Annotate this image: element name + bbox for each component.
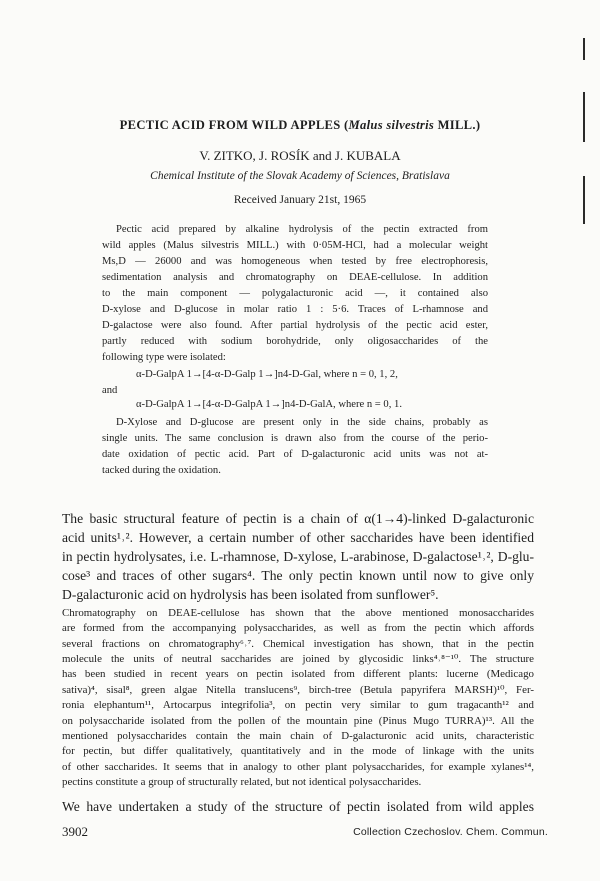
body-line: pectins constitute a group of structurally related, but not identical polysaccharides. bbox=[62, 776, 422, 788]
formula-1: α-D-GalpA 1→[4-α-D-Galp 1→]n4-D-Gal, where n = 0, 1, 2, bbox=[136, 369, 398, 380]
body-line: The basic structural feature of pectin is a chain of α(1→4)-linked D-galacturonic bbox=[62, 511, 534, 526]
abstract-closing-line: D-Xylose and D-glucose are present only in the side chains, probably as bbox=[116, 417, 488, 428]
formula-2: α-D-GalpA 1→[4-α-D-GalpA 1→]n4-D-GalA, where n = 0, 1. bbox=[136, 399, 402, 410]
body-line: several fractions on chromatography⁶˒⁷. Chemical investigation has shown, that in the pectin bbox=[62, 638, 534, 650]
abstract-line: D-galactose were also found. After partial hydrolysis of the pectic acid ester, bbox=[102, 320, 488, 331]
body-line: Chromatography on DEAE-cellulose has shown that the above mentioned monosaccharides bbox=[62, 607, 534, 619]
body-line: cose³ and traces of other sugars⁴. The only pectin known until now to give only bbox=[62, 568, 534, 583]
abstract-closing-line: date oxidation of pectic acid. Part of D-galacturonic acid units was not at- bbox=[102, 449, 488, 460]
abstract-line: partly reduced with sodium borohydride, only oligosaccharides of the bbox=[102, 336, 488, 347]
abstract-line: following type were isolated: bbox=[102, 352, 226, 363]
body-line: molecule the units of neutral saccharides are joined by glycosidic links⁴˒⁸⁻¹⁰. The structure bbox=[62, 653, 534, 665]
body-line: sativa)⁴, sisal⁸, green algae Nitella translucens⁹, birch-tree (Betula papyrifera MARSH)¹⁰, Fer- bbox=[62, 684, 534, 696]
body-line: D-galacturonic acid on hydrolysis has been isolated from sunflower⁵. bbox=[62, 587, 439, 602]
body-line: in pectin hydrolysates, i.e. L-rhamnose, D-xylose, L-arabinose, D-galactose¹˒², D-glu- bbox=[62, 549, 534, 564]
body-line: ronia elephantum¹¹, Artocarpus integrifolia³, on pectin very similar to gum tragacanth¹² and bbox=[62, 699, 534, 711]
margin-rule-lower bbox=[583, 176, 585, 224]
abstract-line: D-xylose and D-glucose in molar ratio 1 : 5·6. Traces of L-rhamnose and bbox=[102, 304, 488, 315]
abstract-line: sedimentation analysis and chromatography on DEAE-cellulose. In addition bbox=[102, 272, 488, 283]
body-line: on polysaccharide isolated from the pollen of the mountain pine (Pinus Mugo TURRA)¹³. All the bbox=[62, 715, 534, 727]
body-line: mentioned polysaccharides contain the main chain of D-galacturonic acid units, characteristic bbox=[62, 730, 534, 742]
received-date: Received January 21st, 1965 bbox=[233, 194, 367, 206]
authors: V. ZITKO, J. ROSÍK and J. KUBALA bbox=[199, 148, 401, 163]
abstract-closing-line: tacked during the oxidation. bbox=[102, 465, 221, 476]
body-line: of other saccharides. It seems that in analogy to other plant polysaccharides, for example xylanes¹⁴, bbox=[62, 761, 534, 773]
abstract-closing-line: single units. The same conclusion is drawn also from the course of the perio- bbox=[102, 433, 488, 444]
paper-title: PECTIC ACID FROM WILD APPLES (Malus silvestris MILL.) bbox=[119, 118, 481, 132]
abstract-line: Pectic acid prepared by alkaline hydrolysis of the pectin extracted from bbox=[116, 224, 488, 235]
margin-rule-middle bbox=[583, 92, 585, 142]
and-word: and bbox=[102, 385, 118, 396]
body-line: are formed from the accompanying polysaccharides, as well as from the pectin which affords bbox=[62, 622, 534, 634]
abstract-line: wild apples (Malus silvestris MILL.) with 0·05M-HCl, had a molecular weight bbox=[102, 240, 488, 251]
body-paragraph-3: We have undertaken a study of the structure of pectin isolated from wild apples bbox=[62, 799, 534, 814]
abstract-line: Ms,D — 26000 and was homogeneous when tested by free electrophoresis, bbox=[102, 256, 488, 267]
margin-rule-top bbox=[583, 38, 585, 60]
species-name: Malus silvestris bbox=[348, 118, 435, 132]
body-line: acid units¹˒². However, a certain number of other saccharides have been identified bbox=[62, 530, 534, 545]
page-number: 3902 bbox=[62, 824, 88, 839]
body-line: has been studied in recent years on pectin isolated from different plants: lucerne (Medicago bbox=[62, 668, 534, 680]
journal-name: Collection Czechoslov. Chem. Commun. bbox=[353, 826, 548, 838]
abstract-line: to the main component — polygalacturonic acid —, it contained also bbox=[102, 288, 488, 299]
affiliation: Chemical Institute of the Slovak Academy of Sciences, Bratislava bbox=[150, 170, 450, 182]
body-line: for pectin, but differ qualitatively, quantitatively and in the mode of linkage with the units bbox=[62, 745, 534, 757]
